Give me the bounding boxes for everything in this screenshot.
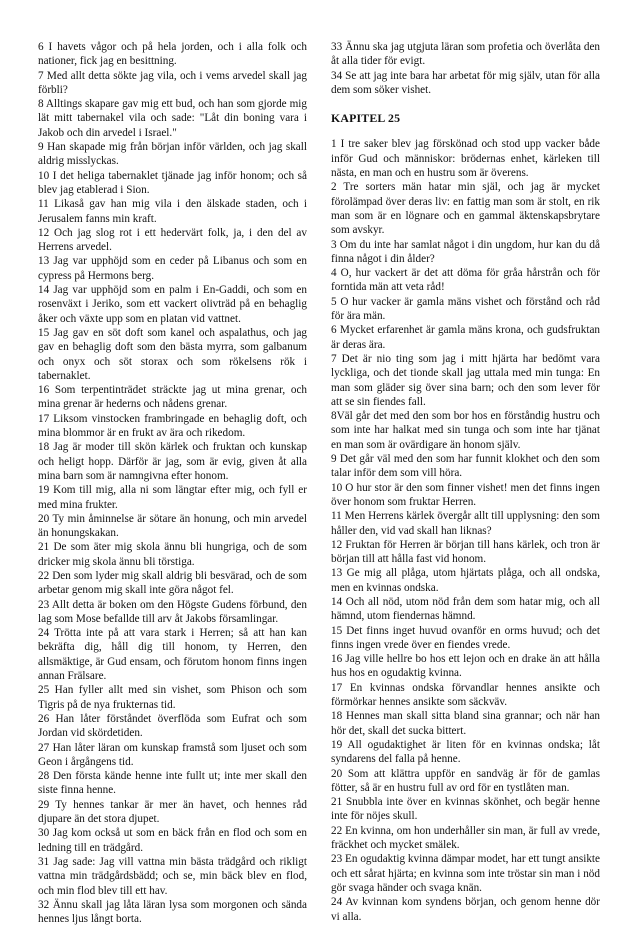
verse: 18 Jag är moder till skön kärlek och fruktan och kunskap och heligt hopp. Därför är jag, som är evig, given åt alla mina barn som är namngivna efter honom. [38,441,307,482]
verse: 11 Likaså gav han mig vila i den älskade staden, och i Jerusalem fanns min kraft. [38,198,307,225]
verse: 15 Det finns inget huvud ovanför en orms huvud; och det finns ingen vrede över en fiendes vrede. [331,624,600,651]
verse: 5 O hur vacker är gamla mäns vishet och förstånd och råd för ära män. [331,295,600,323]
right-column-bottom [331,137,600,923]
verse: 33 Ännu ska jag utgjuta läran som profetia och överlåta den åt alla tider för evigt. [331,41,600,68]
verse: 9 Han skapade mig från början inför världen, och jag skall aldrig misslyckas. [38,141,307,168]
verse: 8Väl går det med den som bor hos en förståndig hustru och som inte har halkat med sin tunga och som inte har tjänat en man som är ovärdigare än honom själv. [331,410,600,451]
chapter-heading: KAPITEL 25 [331,111,401,126]
verse: 12 Och jag slog rot i ett hedervärt folk, ja, i den del av Herrens arvedel. [38,226,307,254]
verse: 21 De som äter mig skola ännu bli hungriga, och de som dricker mig skola ännu bli törstiga. [38,541,307,568]
verse: 13 Jag var upphöjd som en ceder på Libanus och som en cypress på Hermons berg. [38,255,307,282]
verse: 24 Av kvinnan kom syndens början, och genom henne dör vi alla. [331,896,600,923]
verse: 25 Han fyller allt med sin vishet, som Phison och som Tigris på de nya frukternas tid. [38,684,307,711]
verse: 28 Den första kände henne inte fullt ut; inte mer skall den siste finna henne. [38,770,307,797]
verse: 24 Trötta inte på att vara stark i Herren; så att han kan bekräfta dig, håll dig till honom, ty Herren, den allsmäktige, är Gud ensam, och förutom honom finns ingen annan Frälsare. [38,627,307,683]
verse: 13 Ge mig all plåga, utom hjärtats plåga, och all ondska, men en kvinnas ondska. [331,567,600,594]
verse: 6 I havets vågor och på hela jorden, och i alla folk och nationer, fick jag en besittning. [38,41,307,68]
verse: 1 I tre saker blev jag förskönad och stod upp vacker både inför Gud och människor: brödernas enhet, kärleken till nästa, en man och en hustru som är överens. [331,138,600,180]
verse: 22 Den som lyder mig skall aldrig bli besvärad, och de som arbetar genom mig skall inte göra något fel. [38,569,307,597]
verse: 19 Kom till mig, alla ni som längtar efter mig, och fyll er med mina frukter. [38,484,307,511]
verse: 10 O hur stor är den som finner vishet! men det finns ingen över honom som fruktar Herren. [331,481,600,508]
left-column [38,40,307,926]
verse: 14 Jag var upphöjd som en palm i En-Gaddi, och som en rosenväxt i Jeriko, som ett vackert olivträd på en behaglig åker och växte upp som en platan vid vattnet. [38,284,307,325]
verse: 9 Det går väl med den som har funnit klokhet och den som talar inför dem som vill höra. [331,453,600,480]
verse: 2 Tre sorters män hatar min själ, och jag är mycket förolämpad över deras liv: en fattig man som är stolt, en rik man som är en lögnare och en gammal äktenskapsbrytare som avskyr. [331,181,600,237]
verse: 15 Jag gav en söt doft som kanel och aspalathus, och jag gav en behaglig doft som den bästa myrra, som galbanum och onyx och söt storax och som rökelsens rök i tabernaklet. [38,326,307,382]
verse: 19 All ogudaktighet är liten för en kvinnas ondska; låt syndarens del falla på henne. [331,738,600,766]
verse: 8 Alltings skapare gav mig ett bud, och han som gjorde mig lät mitt tabernakel vila och sade: "Låt din boning vara i Jakob och din arvedel i Israel." [38,98,307,139]
verse: 23 En ogudaktig kvinna dämpar modet, har ett tungt ansikte och ett sårat hjärta; en kvinna som inte tröstar sin man i nöd gör svaga händer och svaga knän. [331,853,600,894]
right-column [331,40,600,924]
verse: 12 Fruktan för Herren är början till hans kärlek, och tron är början till att hålla fast vid honom. [331,538,600,566]
verse: 32 Ännu skall jag låta läran lysa som morgonen och sända hennes ljus långt borta. [38,898,307,926]
verse: 17 Liksom vinstocken frambringade en behaglig doft, och mina blommor är en frukt av ära och rikedom. [38,412,307,440]
verse: 7 Det är nio ting som jag i mitt hjärta har bedömt vara lyckliga, och det tionde skall jag uttala med min tunga: En man som gläder sig över sina barn; och den som lever för att se sin fiendes fall. [331,352,600,408]
verse: 17 En kvinnas ondska förvandlar hennes ansikte och förmörkar hennes ansikte som säckväv. [331,681,600,709]
verse: 26 Han låter förståndet överflöda som Eufrat och som Jordan vid skördetiden. [38,712,307,740]
verse: 14 Och all nöd, utom nöd från dem som hatar mig, och all hämnd, utom fiendernas hämnd. [331,595,600,623]
verse: 4 O, hur vackert är det att döma för gråa hårstrån och för forntida män att veta råd! [331,267,600,294]
verse: 7 Med allt detta sökte jag vila, och i vems arvedel skall jag förbli? [38,69,307,96]
verse: 22 En kvinna, om hon underhåller sin man, är full av vrede, fräckhet och mycket smälek. [331,824,600,852]
verse: 16 Jag ville hellre bo hos ett lejon och en drake än att hålla hus hos en ogudaktig kvinna. [331,653,600,680]
verse: 21 Snubbla inte över en kvinnas skönhet, och begär henne inte för nöjes skull. [331,796,600,823]
right-column-top [331,40,600,97]
verse: 6 Mycket erfarenhet är gamla mäns krona, och gudsfruktan är deras ära. [331,324,600,351]
verse: 10 I det heliga tabernaklet tjänade jag inför honom; och så blev jag etablerad i Sion. [38,169,307,196]
verse: 11 Men Herrens kärlek övergår allt till upplysning: den som håller den, vid vad skall han liknas? [331,510,600,537]
verse: 23 Allt detta är boken om den Högste Gudens förbund, den lag som Mose befallde till arv åt Jakobs församlingar. [38,598,307,625]
verse: 31 Jag sade: Jag vill vattna min bästa trädgård och rikligt vattna min trädgårdsbädd; och se, min bäck blev en flod, och min flod blev till ett hav. [38,855,307,897]
verse: 3 Om du inte har samlat något i din ungdom, hur kan du då finna något i din ålder? [331,238,600,265]
verse: 30 Jag kom också ut som en bäck från en flod och som en ledning till en trädgård. [38,827,307,854]
verse: 20 Ty min åminnelse är sötare än honung, och min arvedel än honungskakan. [38,512,307,540]
verse: 29 Ty hennes tankar är mer än havet, och hennes råd djupare än det stora djupet. [38,798,307,826]
verse: 18 Hennes man skall sitta bland sina grannar; och när han hör det, skall det sucka bittert. [331,710,600,737]
verse: 34 Se att jag inte bara har arbetat för mig själv, utan för alla dem som söker vishet. [331,69,600,96]
verse: 27 Han låter läran om kunskap framstå som ljuset och som Geon i årgångens tid. [38,741,307,768]
verse: 16 Som terpentinträdet sträckte jag ut mina grenar, och mina grenar är hederns och nådens grenar. [38,384,307,411]
verse: 20 Som att klättra uppför en sandväg är för de gamlas fötter, så är en hustru full av ord för en tystlåten man. [331,767,600,794]
